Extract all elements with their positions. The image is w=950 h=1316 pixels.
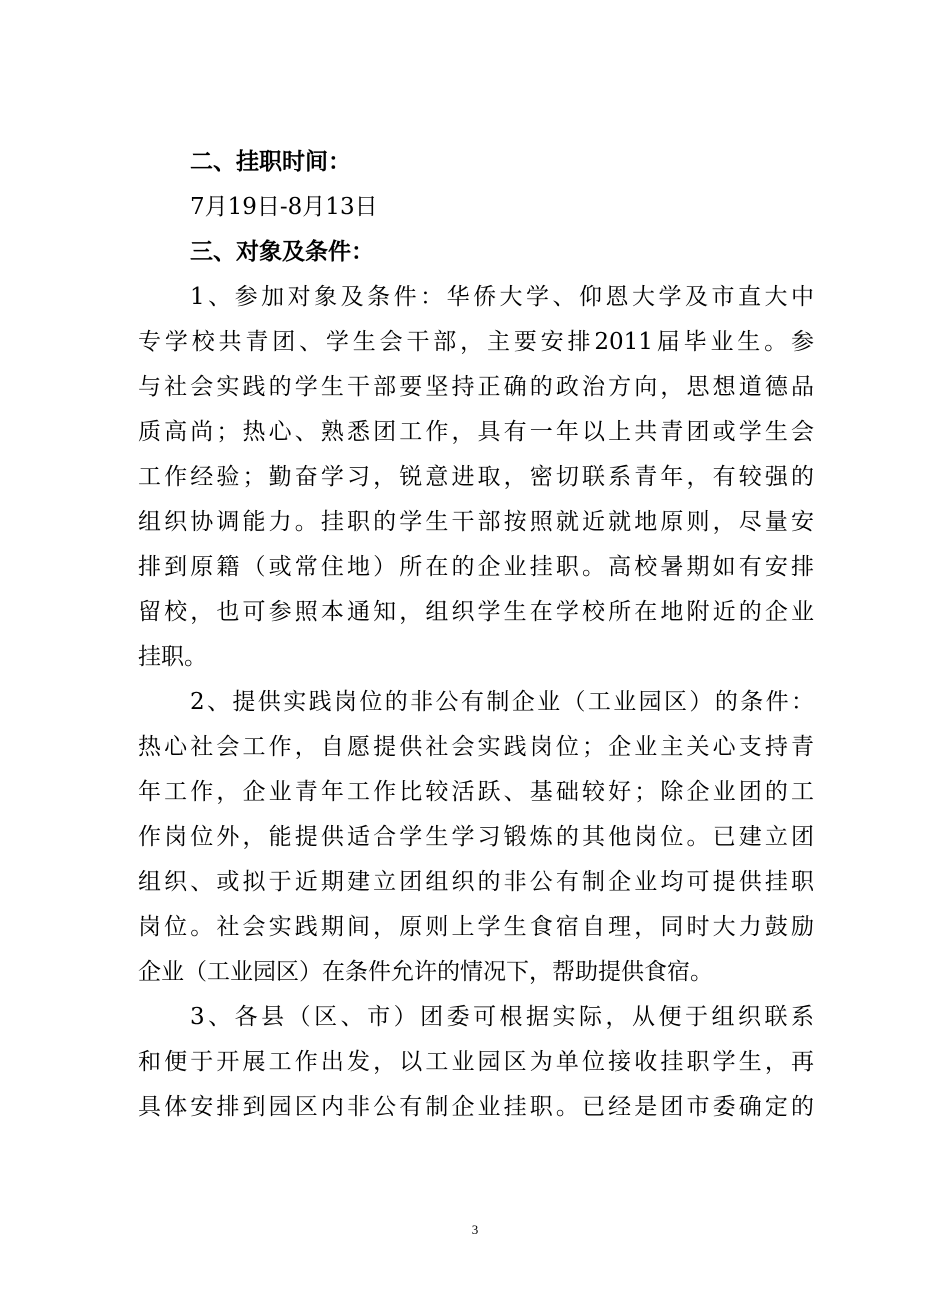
- paragraph-line: 质高尚；热心、熟悉团工作，具有一年以上共青团或学生会: [138, 419, 814, 445]
- schedule-date-range: 7月19日-8月13日: [190, 194, 378, 220]
- paragraph-line: 3、各县（区、市）团委可根据实际，从便于组织联系: [190, 1004, 814, 1030]
- paragraph-line: 热心社会工作，自愿提供社会实践岗位；企业主关心支持青: [138, 734, 814, 760]
- paragraph-line: 具体安排到园区内非公有制企业挂职。已经是团市委确定的: [138, 1094, 814, 1120]
- document-body: [138, 140, 814, 1130]
- paragraph-line: 岗位。社会实践期间，原则上学生食宿自理，同时大力鼓励: [138, 914, 814, 940]
- paragraph-item-1: [138, 275, 814, 680]
- paragraph-line: 挂职。: [138, 644, 207, 670]
- page-number: 3: [471, 1222, 479, 1237]
- paragraph-line: 组织协调能力。挂职的学生干部按照就近就地原则，尽量安: [138, 509, 814, 535]
- section-heading-schedule: 二、挂职时间：: [190, 149, 351, 175]
- paragraph-line: 专学校共青团、学生会干部，主要安排2011届毕业生。参: [138, 329, 814, 355]
- paragraph-line: 作岗位外，能提供适合学生学习锻炼的其他岗位。已建立团: [138, 824, 814, 850]
- paragraph-line: 年工作，企业青年工作比较活跃、基础较好；除企业团的工: [138, 779, 814, 805]
- paragraph-line: 组织、或拟于近期建立团组织的非公有制企业均可提供挂职: [138, 869, 814, 895]
- paragraph-item-3: [138, 995, 814, 1130]
- section-heading-eligibility: 三、对象及条件：: [190, 239, 374, 265]
- paragraph-line: 1、参加对象及条件：华侨大学、仰恩大学及市直大中: [190, 284, 814, 310]
- paragraph-item-2: [138, 680, 814, 995]
- paragraph-line: 留校，也可参照本通知，组织学生在学校所在地附近的企业: [138, 599, 814, 625]
- paragraph-line: 排到原籍（或常住地）所在的企业挂职。高校暑期如有安排: [138, 554, 814, 580]
- paragraph-line: 工作经验；勤奋学习，锐意进取，密切联系青年，有较强的: [138, 464, 814, 490]
- paragraph-line: 和便于开展工作出发，以工业园区为单位接收挂职学生，再: [138, 1049, 814, 1075]
- paragraph-line: 与社会实践的学生干部要坚持正确的政治方向，思想道德品: [138, 374, 814, 400]
- paragraph-line: 企业（工业园区）在条件允许的情况下，帮助提供食宿。: [138, 959, 713, 985]
- paragraph-line: 2、提供实践岗位的非公有制企业（工业园区）的条件：: [190, 689, 814, 715]
